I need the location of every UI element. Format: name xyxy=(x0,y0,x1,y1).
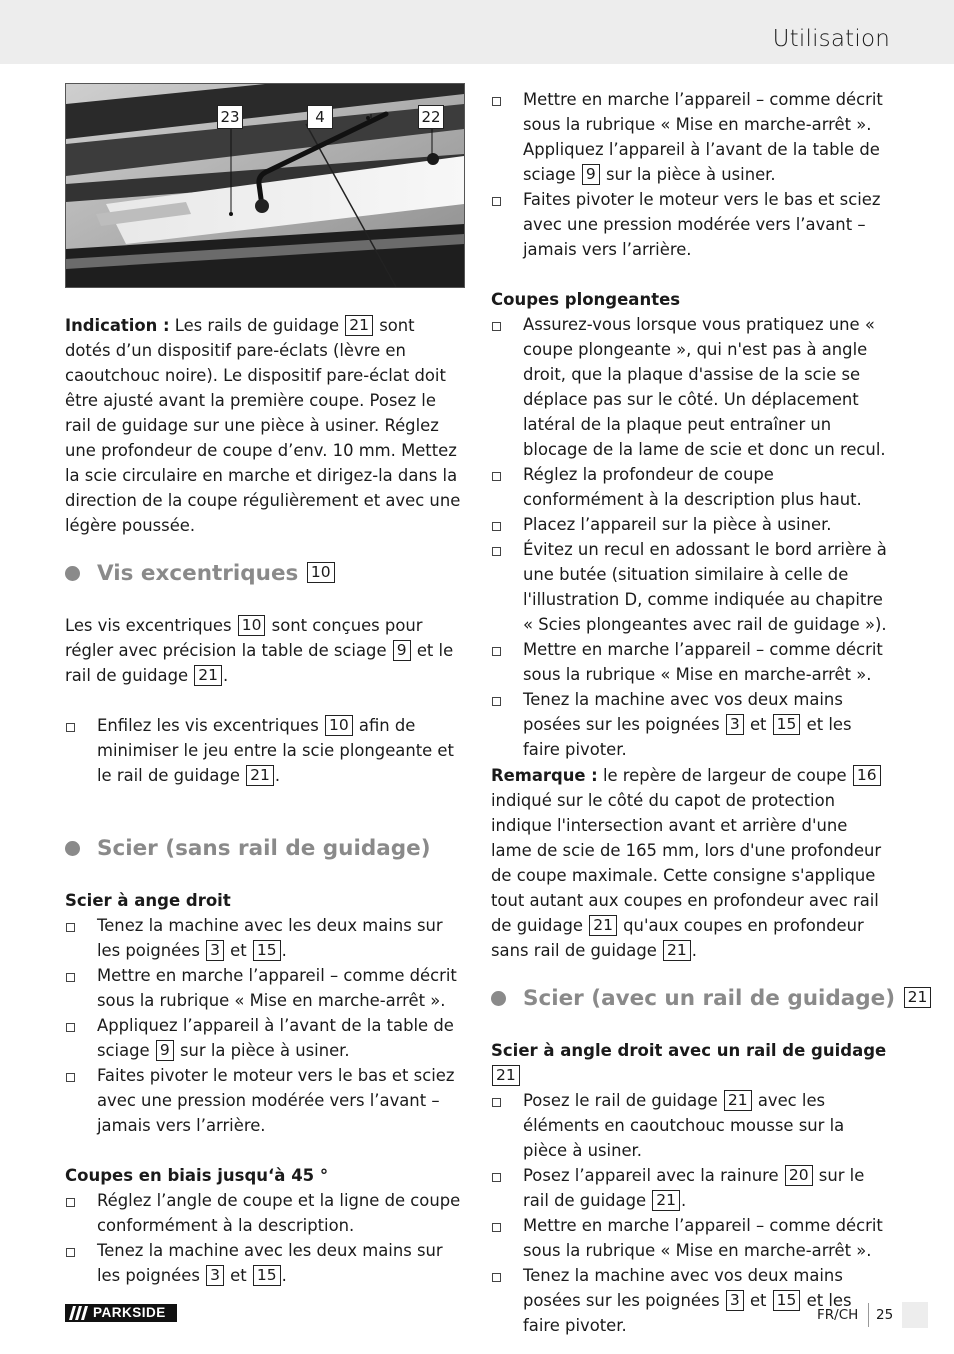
text: qu'aux coupes en profondeur sans rail de guidage xyxy=(491,916,864,960)
ref-box: 21 xyxy=(724,1090,752,1111)
text: Appliquez l’appareil à l’avant de la table de sciage xyxy=(97,1016,454,1060)
logo-stripes-icon xyxy=(69,1306,89,1320)
ref-box: 15 xyxy=(773,714,801,735)
heading-text: Vis excentriques xyxy=(97,561,299,586)
section-heading-vis xyxy=(65,559,465,589)
text: Tenez la machine avec vos deux mains posées sur les poignées xyxy=(523,1266,843,1310)
subheading-text: Scier à angle droit avec un rail de guidage xyxy=(491,1041,887,1060)
text: . xyxy=(681,1191,687,1210)
figure-illustration xyxy=(66,84,464,287)
ref-box: 15 xyxy=(773,1290,801,1311)
text: . xyxy=(223,666,229,685)
text: et xyxy=(224,941,252,960)
list-item: Faites pivoter le moteur vers le bas et sciez avec une pression modérée vers l’avant – jamais vers l’arrière. xyxy=(65,1063,465,1138)
list-item xyxy=(65,913,465,963)
scier-avec-rail-section xyxy=(491,1038,894,1338)
ref-box: 15 xyxy=(253,940,281,961)
list-item: Mettre en marche l’appareil – comme décrit sous la rubrique « Mise en marche-arrêt ». xyxy=(491,637,891,687)
ref-box: 21 xyxy=(246,765,274,786)
list-item: Mettre en marche l’appareil – comme décrit sous la rubrique « Mise en marche-arrêt ». xyxy=(65,963,465,1013)
text: et le rail de guidage xyxy=(65,641,454,685)
figure-photo xyxy=(65,83,465,288)
list-item xyxy=(491,1088,891,1163)
list-item xyxy=(491,87,891,187)
text: . xyxy=(281,1266,287,1285)
list-item xyxy=(65,1238,465,1288)
list-item xyxy=(65,1013,465,1063)
text: sur la pièce à usiner. xyxy=(174,1041,350,1060)
text: Les vis excentriques xyxy=(65,616,237,635)
ref-box: 20 xyxy=(785,1165,813,1186)
text: sur le rail de guidage xyxy=(523,1166,865,1210)
ref-box: 9 xyxy=(582,164,600,185)
scier-sans-rail-section xyxy=(65,888,465,1288)
text: et xyxy=(744,1291,772,1310)
list-item xyxy=(491,1263,894,1338)
list-item xyxy=(491,687,891,762)
list-item: Réglez la profondeur de coupe conformément à la description plus haut. xyxy=(491,462,891,512)
indication-label: Indication : xyxy=(65,316,170,335)
indication-paragraph xyxy=(65,313,465,538)
section-heading-scier-avec-rail xyxy=(491,984,928,1014)
text: Mettre en marche l’appareil – comme décrit sous la rubrique « Mise en marche-arrêt ». Appliquez l’appareil à l’avant de la table de sciage xyxy=(523,90,883,184)
text: Tenez la machine avec les deux mains sur les poignées xyxy=(97,1241,443,1285)
ref-box: 21 xyxy=(663,940,691,961)
text: . xyxy=(281,941,287,960)
callout-label: 4 xyxy=(307,105,333,129)
subheading: Coupes en biais jusqu‘à 45 ° xyxy=(65,1166,329,1185)
footer-divider xyxy=(868,1303,869,1327)
section-heading-scier-sans-rail xyxy=(65,834,465,864)
list-item: Mettre en marche l’appareil – comme décrit sous la rubrique « Mise en marche-arrêt ». xyxy=(491,1213,891,1263)
text: avec les éléments en caoutchouc mousse sur la pièce à usiner. xyxy=(523,1091,845,1160)
ref-box: 3 xyxy=(206,940,224,961)
remarque-paragraph xyxy=(491,763,891,963)
text: sont dotés d’un dispositif pare-éclats (lèvre en caoutchouc noire). Le dispositif pare-éclat doit être ajusté avant la première coupe. Posez le rail de guidage sur une pièce à usiner. Réglez une profondeur de coupe d’env. 10 mm. Mettez la scie circulaire en marche et dirigez-la dans la direction de la coupe régulièrement et avec une légère poussée. xyxy=(65,316,461,535)
ref-box: 9 xyxy=(393,640,411,661)
ref-box: 21 xyxy=(194,665,222,686)
ref-box: 16 xyxy=(853,765,881,786)
list-item xyxy=(65,713,465,788)
text: Enfilez les vis excentriques xyxy=(97,716,324,735)
ref-box: 21 xyxy=(904,987,932,1008)
text: indiqué sur le côté du capot de protection indique l'intersection avant et arrière d'une lame de scie de 165 mm, lors d'une profondeur de coupe maximale. Cette consigne s'applique tout autant aux coupes en profondeur avec rail de guidage xyxy=(491,791,882,935)
ref-box: 15 xyxy=(253,1265,281,1286)
heading-bullet-icon xyxy=(65,841,80,856)
ref-box: 3 xyxy=(206,1265,224,1286)
heading-bullet-icon xyxy=(491,991,506,1006)
text: et xyxy=(744,715,772,734)
text: Posez le rail de guidage xyxy=(523,1091,723,1110)
vis-paragraph xyxy=(65,613,465,688)
ref-box: 21 xyxy=(652,1190,680,1211)
callout-label: 22 xyxy=(418,105,444,129)
brand-logo xyxy=(65,1304,177,1322)
page-title: Utilisation xyxy=(772,26,890,52)
text: sont conçues pour régler avec précision la table de sciage xyxy=(65,616,423,660)
list-item: Assurez-vous lorsque vous pratiquez une « coupe plongeante », qui n'est pas à angle droit, que la plaque d'assise de la scie se déplace pas sur le côté. Un déplacement latéral de la plaque peut entraîner un blocage de la lame de scie et donc un recul. xyxy=(491,312,891,462)
ref-box: 9 xyxy=(156,1040,174,1061)
text: Les rails de guidage xyxy=(169,316,345,335)
list-item: Évitez un recul en adossant le bord arrière à une butée (situation similaire à celle de l'illustration D, comme indiquée au chapitre « Scies plongeantes avec rail de guidage »). xyxy=(491,537,891,637)
heading-text: Scier (sans rail de guidage) xyxy=(97,836,431,861)
text: Posez l’appareil avec la rainure xyxy=(523,1166,784,1185)
subheading xyxy=(491,1038,891,1088)
vis-list xyxy=(65,713,465,788)
list-item: Placez l’appareil sur la pièce à usiner. xyxy=(491,512,891,537)
ref-box: 3 xyxy=(726,714,744,735)
text: . xyxy=(274,766,281,785)
remarque-label: Remarque : xyxy=(491,766,598,785)
right-top-list xyxy=(491,87,891,262)
subheading: Scier à ange droit xyxy=(65,891,231,910)
list-item: Faites pivoter le moteur vers le bas et sciez avec une pression modérée vers l’avant – jamais vers l’arrière. xyxy=(491,187,891,262)
subheading: Coupes plongeantes xyxy=(491,290,681,309)
text: Tenez la machine avec vos deux mains posées sur les poignées xyxy=(523,690,843,734)
ref-box: 10 xyxy=(238,615,266,636)
text: afin de minimiser le jeu entre la scie plongeante et le rail de guidage xyxy=(97,716,454,785)
text: sur la pièce à usiner. xyxy=(600,165,776,184)
coupes-plongeantes-section xyxy=(491,287,891,762)
footer-language: FR/CH xyxy=(817,1307,859,1323)
brand-text: PARKSIDE xyxy=(93,1305,166,1320)
ref-box: 21 xyxy=(589,915,617,936)
heading-text: Scier (avec un rail de guidage) xyxy=(523,986,896,1011)
ref-box: 21 xyxy=(492,1065,520,1086)
list-item xyxy=(491,1163,891,1213)
text: et xyxy=(224,1266,252,1285)
footer-tab xyxy=(902,1302,928,1328)
ref-box: 10 xyxy=(325,715,353,736)
callout-label: 23 xyxy=(217,105,243,129)
list-item: Réglez l’angle de coupe et la ligne de coupe conformément à la description. xyxy=(65,1188,465,1238)
text: le repère de largeur de coupe xyxy=(597,766,852,785)
text: Tenez la machine avec les deux mains sur les poignées xyxy=(97,916,443,960)
text: . xyxy=(691,941,697,960)
heading-bullet-icon xyxy=(65,566,80,581)
text: et les faire pivoter. xyxy=(523,715,852,759)
ref-box: 3 xyxy=(726,1290,744,1311)
ref-box: 21 xyxy=(345,315,373,336)
page-number: 25 xyxy=(876,1307,894,1323)
text: et les faire pivoter. xyxy=(523,1291,852,1335)
ref-box: 10 xyxy=(307,562,335,583)
